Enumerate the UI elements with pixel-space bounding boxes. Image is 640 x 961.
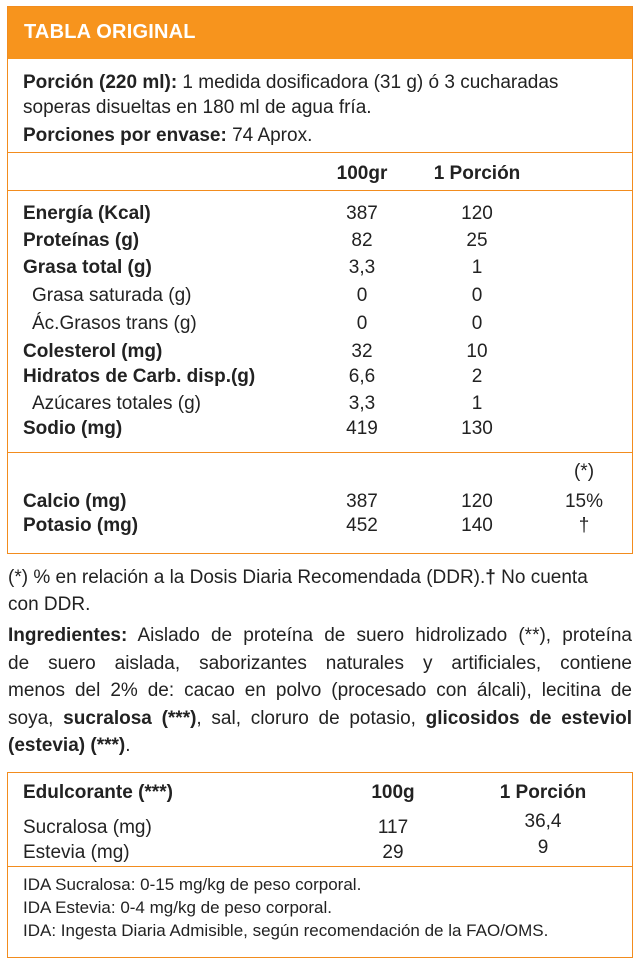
nutrient-value-portion: 1 <box>471 257 483 278</box>
mineral-value-100g: 387 <box>346 491 378 512</box>
serving-size-text: 1 medida dosificadora (31 g) ó 3 cucharadas <box>177 72 559 93</box>
nutrition-table-box <box>7 6 633 554</box>
ingredients-label: Ingredientes: <box>8 625 128 646</box>
ddr-footnote-text: (*) % en relación a la Dosis Diaria Recomendada (DDR). <box>8 567 486 588</box>
ingredients-highlight: (estevia) (***) <box>8 735 126 756</box>
sweetener-label: Sucralosa (mg) <box>23 817 152 838</box>
ingredients-text: . <box>125 735 131 756</box>
divider <box>8 190 632 191</box>
ingredients-highlight: glicosidos de esteviol <box>425 707 632 729</box>
ingredients-line: menos del 2% de: cacao en polvo (procesado con álcali), lecitina de <box>8 680 632 701</box>
nutrient-value-portion: 10 <box>466 341 488 362</box>
mineral-label: Potasio (mg) <box>23 515 139 536</box>
sweetener-value-portion: 9 <box>537 837 549 858</box>
divider <box>8 452 632 453</box>
nutrient-label: Proteínas (g) <box>23 230 140 251</box>
nutrient-value-100g: 3,3 <box>348 257 376 278</box>
nutrient-value-100g: 387 <box>346 203 378 224</box>
nutrient-label: Energía (Kcal) <box>23 203 151 224</box>
nutrient-label: Colesterol (mg) <box>23 341 163 362</box>
ddr-footnote-line-2: con DDR. <box>8 594 91 615</box>
ddr-footnote-text-end: No cuenta <box>495 567 588 588</box>
sweetener-label: Estevia (mg) <box>23 842 130 863</box>
nutrient-value-portion: 120 <box>461 203 493 224</box>
serving-size-label: Porción (220 ml): <box>23 72 178 93</box>
nutrient-label: Grasa saturada (g) <box>32 285 192 306</box>
column-header-portion: 1 Porción <box>433 163 521 184</box>
sweetener-title: Edulcorante (***) <box>23 782 173 803</box>
mineral-value-portion: 120 <box>461 491 493 512</box>
serving-size-text-2: soperas disueltas en 180 ml de agua fría. <box>23 97 372 118</box>
ingredients-line <box>8 705 632 733</box>
nutrient-label: Ác.Grasos trans (g) <box>32 313 197 334</box>
nutrient-value-portion: 130 <box>461 418 493 439</box>
dagger-symbol: † <box>485 567 496 588</box>
mineral-value-portion: 140 <box>461 515 493 536</box>
sweetener-column-header-portion: 1 Porción <box>499 782 587 803</box>
sweetener-value-100g: 117 <box>377 817 409 838</box>
sweetener-table-box <box>7 772 633 958</box>
nutrient-value-portion: 0 <box>471 313 483 334</box>
nutrient-value-100g: 6,6 <box>348 366 376 387</box>
nutrient-value-100g: 3,3 <box>348 393 376 414</box>
ida-note: IDA: Ingesta Diaria Admisible, según recomendación de la FAO/OMS. <box>23 921 549 940</box>
sweetener-column-header-100g: 100g <box>371 782 415 803</box>
mineral-value-ddr: † <box>578 515 590 536</box>
nutrient-label: Grasa total (g) <box>23 257 152 278</box>
ingredients-line <box>8 622 632 650</box>
nutrient-value-100g: 0 <box>356 313 368 334</box>
divider <box>8 866 632 867</box>
ingredients-line: de suero aislada, saborizantes naturales y artificiales, contiene <box>8 652 632 674</box>
servings-per-container-value: 74 Aprox. <box>226 125 313 146</box>
table-title: TABLA ORIGINAL <box>24 21 196 43</box>
ingredients-highlight: sucralosa (***) <box>63 707 197 729</box>
ingredients-paragraph <box>8 622 632 760</box>
ddr-footnote-line-1 <box>8 564 588 591</box>
ingredients-text: , sal, cloruro de potasio, <box>196 707 426 729</box>
nutrient-label: Azúcares totales (g) <box>32 393 201 414</box>
table-header <box>8 7 632 59</box>
nutrient-value-100g: 419 <box>346 418 378 439</box>
ingredients-text: Aislado de proteína de suero hidrolizado (**), proteína <box>127 625 632 646</box>
nutrient-value-portion: 1 <box>471 393 483 414</box>
mineral-label: Calcio (mg) <box>23 491 127 512</box>
ida-note: IDA Sucralosa: 0-15 mg/kg de peso corporal. <box>23 875 362 894</box>
mineral-value-ddr: 15% <box>564 491 604 512</box>
ddr-column-header: (*) <box>573 461 595 482</box>
nutrient-value-100g: 0 <box>356 285 368 306</box>
servings-per-container <box>23 124 312 148</box>
serving-size-line-1 <box>23 71 558 95</box>
servings-per-container-label: Porciones por envase: <box>23 125 227 146</box>
divider <box>8 152 632 153</box>
mineral-value-100g: 452 <box>346 515 378 536</box>
nutrient-value-portion: 25 <box>466 230 488 251</box>
ida-note: IDA Estevia: 0-4 mg/kg de peso corporal. <box>23 898 332 917</box>
column-header-100g: 100gr <box>336 163 388 184</box>
sweetener-value-100g: 29 <box>382 842 404 863</box>
nutrient-value-100g: 32 <box>351 341 373 362</box>
ingredients-text: soya, <box>8 707 64 729</box>
nutrient-value-portion: 2 <box>471 366 483 387</box>
ingredients-line <box>8 732 632 760</box>
nutrient-label: Sodio (mg) <box>23 418 123 439</box>
nutrient-value-100g: 82 <box>351 230 373 251</box>
sweetener-value-portion: 36,4 <box>524 811 562 832</box>
nutrient-label: Hidratos de Carb. disp.(g) <box>23 366 256 387</box>
nutrient-value-portion: 0 <box>471 285 483 306</box>
